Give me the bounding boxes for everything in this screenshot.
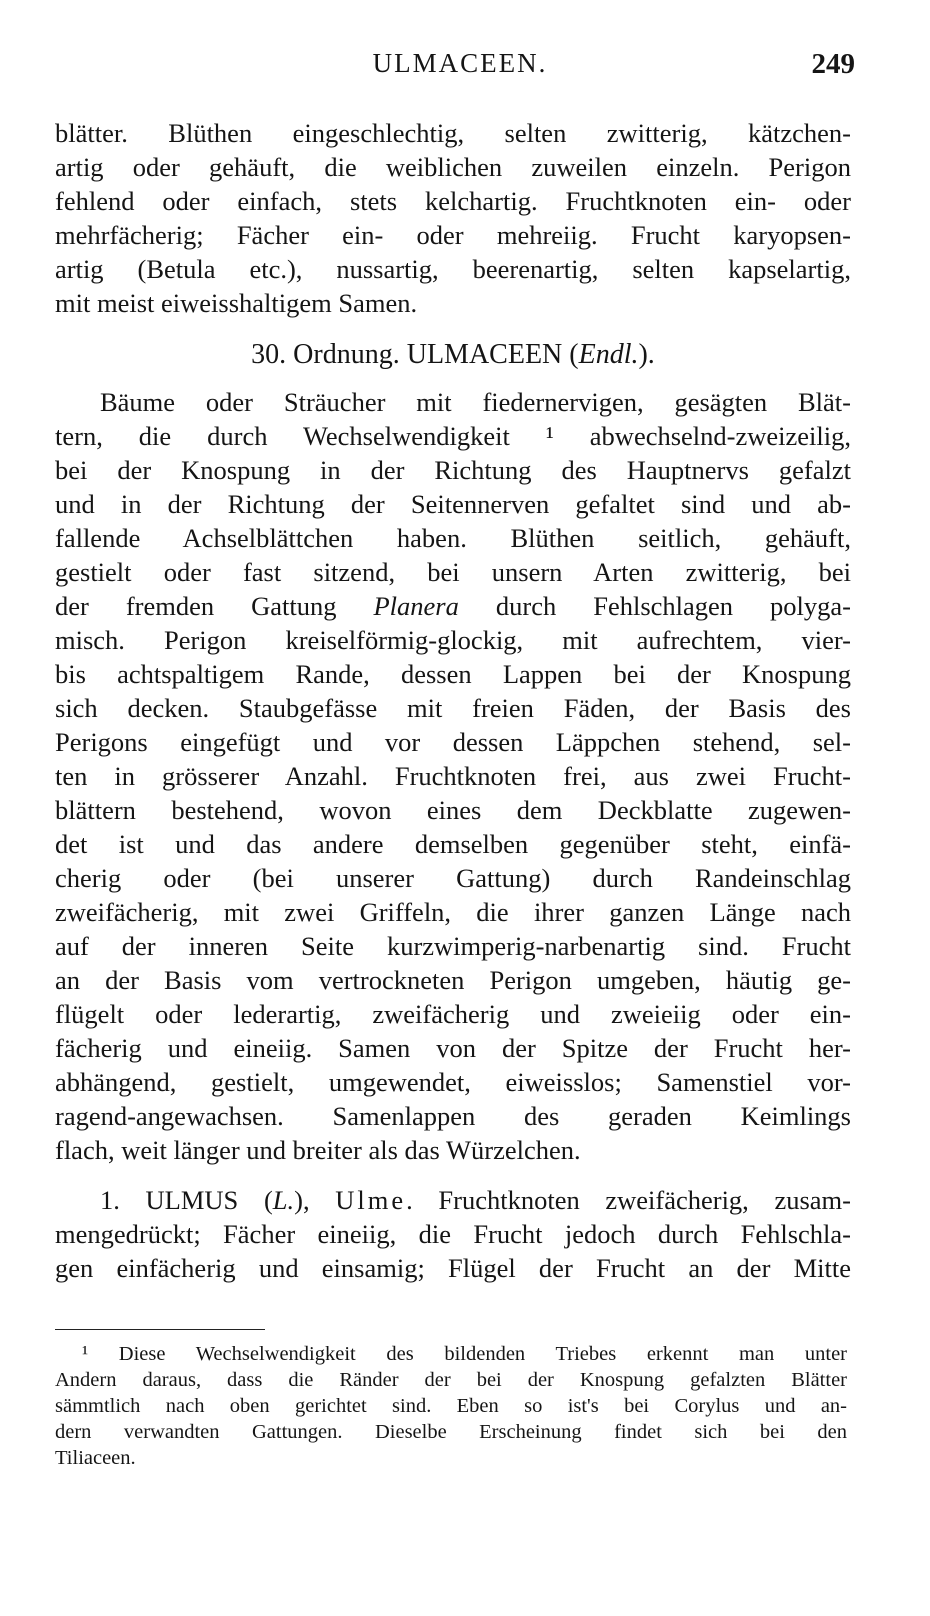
order-heading-author: Endl. [578,339,639,370]
genus-name-planera: Planera [373,591,459,621]
text-line: und in der Richtung der Seitennerven gefaltet sind und ab- [55,489,851,519]
footnote-line: dern verwandten Gattungen. Dieselbe Erscheinung findet sich bei den [55,1421,847,1443]
text-line: der fremden Gattung Planera durch Fehlschlagen polyga- [55,591,851,621]
text-line: ten in grösserer Anzahl. Fruchtknoten frei, aus zwei Frucht- [55,761,851,791]
footnote-line: sämmtlich nach oben gerichtet sind. Eben so ist's bei Corylus und an- [55,1395,847,1417]
text-line: mit meist eiweisshaltigem Samen. [55,288,418,318]
text-line: mengedrückt; Fächer eineiig, die Frucht jedoch durch Fehlschla- [55,1219,851,1249]
text-line: det ist und das andere demselben gegenüber steht, einfä- [55,829,851,859]
text-line: artig oder gehäuft, die weiblichen zuweilen einzeln. Perigon [55,152,851,182]
order-heading-prefix: 30. Ordnung. ULMACEEN ( [251,339,579,370]
page-number: 249 [811,48,855,80]
text-line: mehrfächerig; Fächer ein- oder mehreiig. Frucht karyopsen- [55,220,851,250]
text-line: flügelt oder lederartig, zweifächerig und zweieiig oder ein- [55,999,851,1029]
order-heading [55,338,851,372]
text-line: Bäume oder Sträucher mit fiedernervigen, gesägten Blät- [100,387,851,417]
genus-author: L. [272,1185,295,1215]
text-line: zweifächerig, mit zwei Griffeln, die ihrer ganzen Länge nach [55,897,851,927]
text-line: tern, die durch Wechselwendigkeit ¹ abwechselnd-zweizeilig, [55,421,851,451]
text-line: blättern bestehend, wovon eines dem Deckblatte zugewen- [55,795,851,825]
running-title: ULMACEEN. [372,48,548,78]
footnote-rule [55,1329,265,1330]
text-line: an der Basis vom vertrockneten Perigon umgeben, häutig ge- [55,965,851,995]
genus-after-author: ), [294,1185,336,1215]
order-heading-suffix: ). [638,339,655,370]
text-line: sich decken. Staubgefässe mit freien Fäden, der Basis des [55,693,851,723]
genus-first-line [100,1183,851,1217]
text-line: fächerig und eineiig. Samen von der Spitze der Frucht her- [55,1033,851,1063]
text-line: abhängend, gestielt, umgewendet, eiweisslos; Samenstiel vor- [55,1067,851,1097]
text-line: fallende Achselblättchen haben. Blüthen seitlich, gehäuft, [55,523,851,553]
genus-first-line-rest: . Fruchtknoten zweifächerig, zusam- [406,1185,851,1215]
text-line: bis achtspaltigem Rande, dessen Lappen bei der Knospung [55,659,851,689]
footnote-line: ¹ Diese Wechselwendigkeit des bildenden Triebes erkennt man unter [82,1343,847,1365]
text-line: cherig oder (bei unserer Gattung) durch Randeinschlag [55,863,851,893]
footnote-line: Andern daraus, dass die Ränder der bei der Knospung gefalzten Blätter [55,1369,847,1391]
genus-common-name: Ulme [335,1185,407,1215]
text-line: bei der Knospung in der Richtung des Hauptnervs gefalzt [55,455,851,485]
text-line: ragend-angewachsen. Samenlappen des geraden Keimlings [55,1101,851,1131]
text-line: gen einfächerig und einsamig; Flügel der Frucht an der Mitte [55,1253,851,1283]
text-line: Perigons eingefügt und vor dessen Läppchen stehend, sel- [55,727,851,757]
text-line: flach, weit länger und breiter als das Würzelchen. [55,1135,581,1165]
text-line: artig (Betula etc.), nussartig, beerenartig, selten kapselartig, [55,254,851,284]
text-line: fehlend oder einfach, stets kelchartig. Fruchtknoten ein- oder [55,186,851,216]
text-line: gestielt oder fast sitzend, bei unsern Arten zwitterig, bei [55,557,851,587]
text-line: blätter. Blüthen eingeschlechtig, selten zwitterig, kätzchen- [55,118,851,148]
genus-number-name: 1. ULMUS ( [100,1185,273,1215]
running-head [55,48,855,88]
text-line: misch. Perigon kreiselförmig-glockig, mit aufrechtem, vier- [55,625,851,655]
text-line: auf der inneren Seite kurzwimperig-narbenartig sind. Frucht [55,931,851,961]
footnote-line: Tiliaceen. [55,1447,136,1469]
